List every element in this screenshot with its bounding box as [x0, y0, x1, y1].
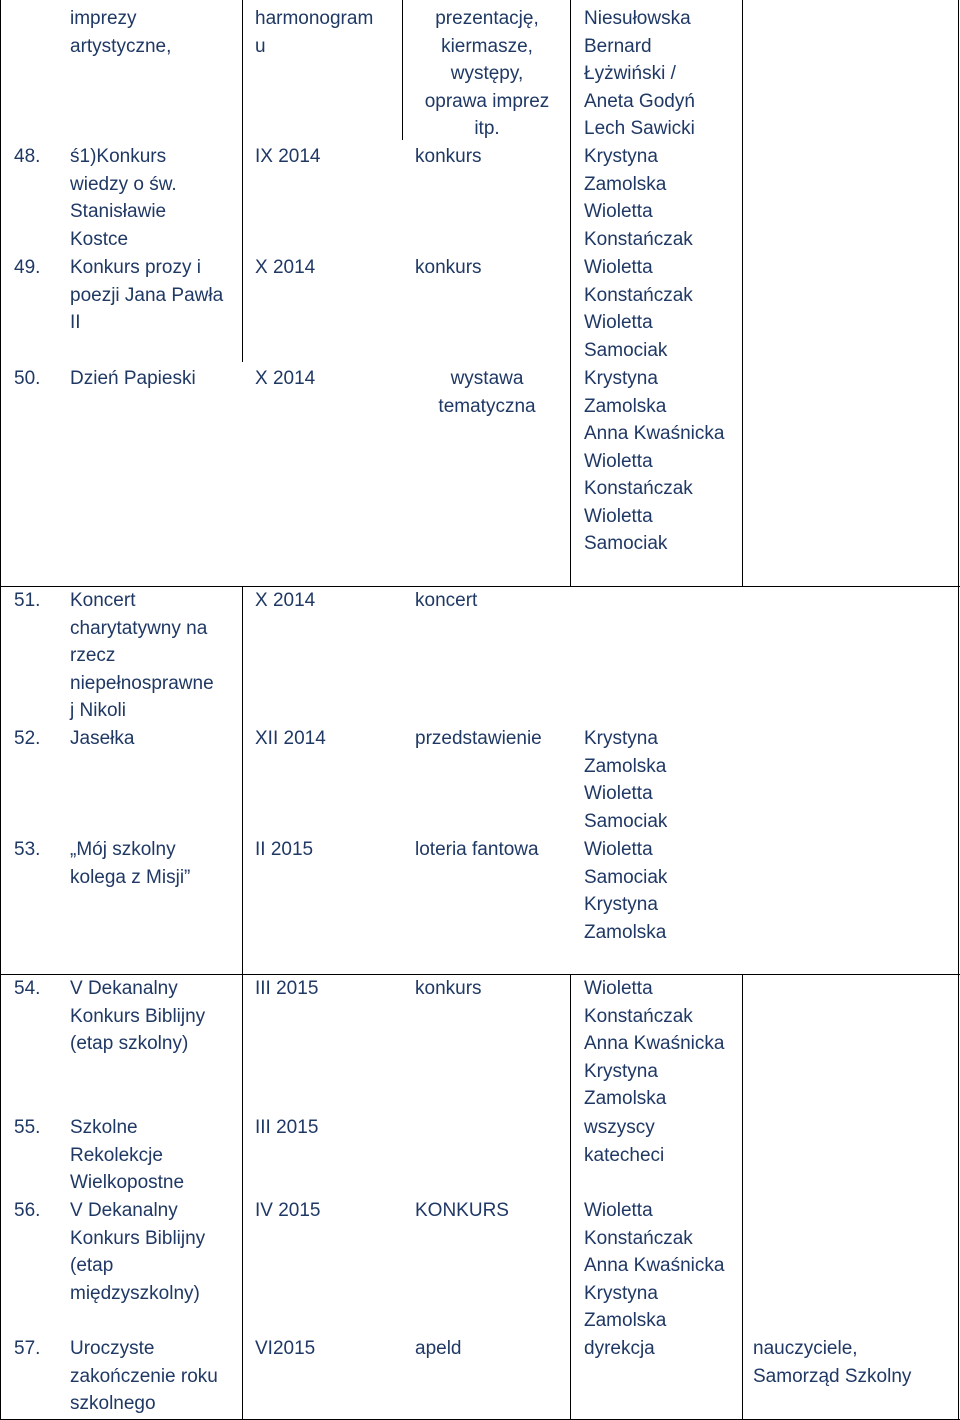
- form-line: loteria fantowa: [415, 839, 539, 860]
- responsible-line: Wioletta: [584, 312, 653, 333]
- row-57-partners: [753, 1335, 911, 1390]
- event-line: artystyczne,: [70, 35, 172, 57]
- responsible-line: Aneta Godyń: [584, 90, 695, 112]
- responsible-line: Krystyna: [584, 368, 658, 389]
- form-line: koncert: [415, 590, 478, 611]
- table-border-right: [958, 0, 959, 1420]
- responsible-line: Lech Sawicki: [584, 118, 695, 139]
- event-line: V Dekanalny: [70, 978, 178, 999]
- row-57-date: [255, 1335, 315, 1363]
- row-57-form: [415, 1335, 462, 1363]
- column-divider-event: [242, 586, 243, 1420]
- date-line: XII 2014: [255, 728, 326, 749]
- row-49-event: [70, 254, 223, 337]
- event-line: Kostce: [70, 228, 129, 250]
- event-line: Konkurs Biblijny: [70, 1005, 206, 1027]
- responsible-line: Konstańczak: [584, 478, 693, 499]
- event-line: V Dekanalny: [70, 1200, 178, 1221]
- row-53-form: [415, 836, 539, 864]
- row-54-date: [255, 975, 318, 1003]
- row-number: 54.: [14, 978, 41, 999]
- event-line: szkolnego: [70, 1393, 156, 1414]
- responsible-line: Niesułowska: [584, 8, 691, 29]
- row-number: 52.: [14, 728, 41, 749]
- responsible-line: Zamolska: [584, 755, 667, 777]
- responsible-line: Krystyna: [584, 894, 658, 915]
- responsible-line: Zamolska: [584, 921, 667, 943]
- row-number: 51.: [14, 590, 41, 611]
- row-number: 48.: [14, 146, 41, 167]
- date-line: IX 2014: [255, 146, 321, 167]
- row-54-event: [70, 975, 205, 1058]
- responsible-line: Bernard: [584, 35, 652, 57]
- partners-line: Samorząd Szkolny: [753, 1365, 912, 1387]
- responsible-line: Wioletta: [584, 257, 653, 278]
- row-54-form: [415, 975, 482, 1003]
- responsible-line: Anna Kwaśnicka: [584, 423, 725, 444]
- event-line: Szkolne: [70, 1117, 138, 1138]
- row-52-event: [70, 725, 134, 753]
- column-divider-partners: [742, 974, 743, 1420]
- event-line: charytatywny na: [70, 617, 208, 639]
- row-53-event: [70, 836, 190, 891]
- event-line: niepełnosprawne: [70, 672, 214, 694]
- responsible-line: Samociak: [584, 339, 668, 361]
- column-divider-partners: [742, 0, 743, 586]
- row-0-date: [255, 5, 373, 60]
- event-line: poezji Jana Pawła: [70, 284, 224, 306]
- responsible-line: Krystyna: [584, 1282, 658, 1304]
- event-line: rzecz: [70, 645, 116, 666]
- form-line: konkurs: [415, 978, 482, 999]
- form-line: oprawa imprez: [424, 90, 550, 112]
- row-48-responsible: [584, 143, 693, 253]
- form-line: konkurs: [415, 146, 482, 167]
- row-50-form: [412, 365, 562, 420]
- event-line: Konkurs prozy i: [70, 257, 201, 278]
- date-line: X 2014: [255, 368, 316, 389]
- responsible-line: Anna Kwaśnicka: [584, 1255, 725, 1276]
- row-51-form: [415, 587, 477, 615]
- responsible-line: Wioletta: [584, 201, 653, 222]
- responsible-line: Wioletta: [584, 505, 653, 527]
- date-line: IV 2015: [255, 1200, 321, 1221]
- row-53-responsible: [584, 836, 667, 946]
- row-56-event: [70, 1197, 205, 1307]
- form-line: przedstawienie: [415, 728, 542, 749]
- responsible-line: Konstańczak: [584, 284, 693, 306]
- form-line: KONKURS: [415, 1200, 509, 1221]
- responsible-line: Anna Kwaśnicka: [584, 1033, 725, 1054]
- event-line: Stanisławie: [70, 201, 167, 222]
- date-line: u: [255, 35, 266, 57]
- responsible-line: Zamolska: [584, 1310, 667, 1331]
- responsible-line: Konstańczak: [584, 1227, 693, 1249]
- row-51-date: [255, 587, 315, 615]
- event-line: Dzień Papieski: [70, 368, 196, 389]
- event-line: wiedzy o św.: [70, 173, 177, 195]
- row-number: 56.: [14, 1200, 41, 1221]
- date-line: X 2014: [255, 257, 316, 278]
- responsible-line: Krystyna: [584, 728, 658, 749]
- row-55-date: [255, 1114, 318, 1142]
- row-57-responsible: [584, 1335, 655, 1363]
- row-50-date: [255, 365, 315, 393]
- date-line: III 2015: [255, 1117, 319, 1138]
- row-number: 55.: [14, 1117, 41, 1138]
- row-0-form: [412, 5, 562, 143]
- row-number: 50.: [14, 368, 41, 389]
- responsible-line: katecheci: [584, 1144, 665, 1166]
- row-51-event: [70, 587, 214, 725]
- responsible-line: Wioletta: [584, 450, 653, 472]
- form-line: konkurs: [415, 257, 482, 278]
- row-49-form: [415, 254, 482, 282]
- responsible-line: Krystyna: [584, 1060, 658, 1082]
- responsible-line: Zamolska: [584, 395, 667, 417]
- row-0-responsible: [584, 5, 695, 143]
- row-48-form: [415, 143, 482, 171]
- responsible-line: Samociak: [584, 810, 668, 832]
- event-line: Wielkopostne: [70, 1172, 185, 1193]
- responsible-line: Konstańczak: [584, 1005, 693, 1027]
- form-line: apeld: [415, 1338, 462, 1359]
- responsible-line: Wioletta: [584, 978, 653, 999]
- event-line: II: [70, 312, 81, 333]
- responsible-line: Konstańczak: [584, 228, 693, 250]
- form-line: prezentację,: [435, 8, 539, 29]
- event-line: kolega z Misji”: [70, 866, 191, 888]
- column-divider-event: [242, 0, 243, 362]
- responsible-line: Łyżwiński /: [584, 63, 676, 84]
- row-48-event: [70, 143, 177, 253]
- row-54-responsible: [584, 975, 724, 1113]
- row-49-responsible: [584, 254, 693, 364]
- row-48-date: [255, 143, 321, 171]
- responsible-line: dyrekcja: [584, 1338, 655, 1359]
- responsible-line: Wioletta: [584, 839, 653, 860]
- responsible-line: Zamolska: [584, 1088, 667, 1109]
- row-number: 57.: [14, 1338, 41, 1359]
- event-line: (etap: [70, 1255, 114, 1276]
- event-line: „Mój szkolny: [70, 839, 176, 860]
- partners-line: nauczyciele,: [753, 1338, 858, 1359]
- row-52-responsible: [584, 725, 667, 835]
- responsible-line: Samociak: [584, 866, 668, 888]
- row-0-event: [70, 5, 171, 60]
- responsible-line: Wioletta: [584, 1200, 653, 1221]
- row-53-date: [255, 836, 313, 864]
- event-line: imprezy: [70, 8, 137, 29]
- form-line: kiermasze,: [441, 35, 533, 57]
- row-52-date: [255, 725, 326, 753]
- row-50-event: [70, 365, 196, 393]
- responsible-line: Samociak: [584, 533, 668, 554]
- event-line: Rekolekcje: [70, 1144, 163, 1166]
- form-line: wystawa: [450, 368, 524, 389]
- row-49-date: [255, 254, 315, 282]
- row-55-event: [70, 1114, 184, 1197]
- event-line: zakończenie roku: [70, 1365, 218, 1387]
- row-57-event: [70, 1335, 218, 1418]
- responsible-line: Zamolska: [584, 173, 667, 195]
- row-56-responsible: [584, 1197, 724, 1335]
- event-line: j Nikoli: [70, 700, 126, 721]
- form-line: występy,: [450, 63, 524, 84]
- date-line: harmonogram: [255, 8, 374, 29]
- event-line: ś1)Konkurs: [70, 146, 167, 167]
- event-line: międzyszkolny): [70, 1282, 200, 1304]
- date-line: III 2015: [255, 978, 319, 999]
- date-line: II 2015: [255, 839, 314, 860]
- event-line: Konkurs Biblijny: [70, 1227, 206, 1249]
- event-line: Jasełka: [70, 728, 135, 749]
- event-line: (etap szkolny): [70, 1033, 189, 1054]
- row-56-date: [255, 1197, 321, 1225]
- row-55-responsible: [584, 1114, 664, 1169]
- row-52-form: [415, 725, 542, 753]
- column-divider-responsible: [570, 0, 571, 586]
- row-number: 53.: [14, 839, 41, 860]
- date-line: VI2015: [255, 1338, 316, 1359]
- responsible-line: Krystyna: [584, 146, 658, 167]
- event-line: Uroczyste: [70, 1338, 155, 1359]
- row-number: 49.: [14, 257, 41, 278]
- row-50-responsible: [584, 365, 724, 558]
- column-divider-form: [402, 0, 403, 140]
- column-divider-responsible: [570, 974, 571, 1420]
- table-border-left: [0, 0, 1, 1420]
- responsible-line: wszyscy: [584, 1117, 655, 1138]
- event-line: Koncert: [70, 590, 136, 611]
- responsible-line: Wioletta: [584, 783, 653, 804]
- row-56-form: [415, 1197, 509, 1225]
- form-line: itp.: [474, 118, 500, 139]
- form-line: tematyczna: [438, 395, 536, 417]
- date-line: X 2014: [255, 590, 316, 611]
